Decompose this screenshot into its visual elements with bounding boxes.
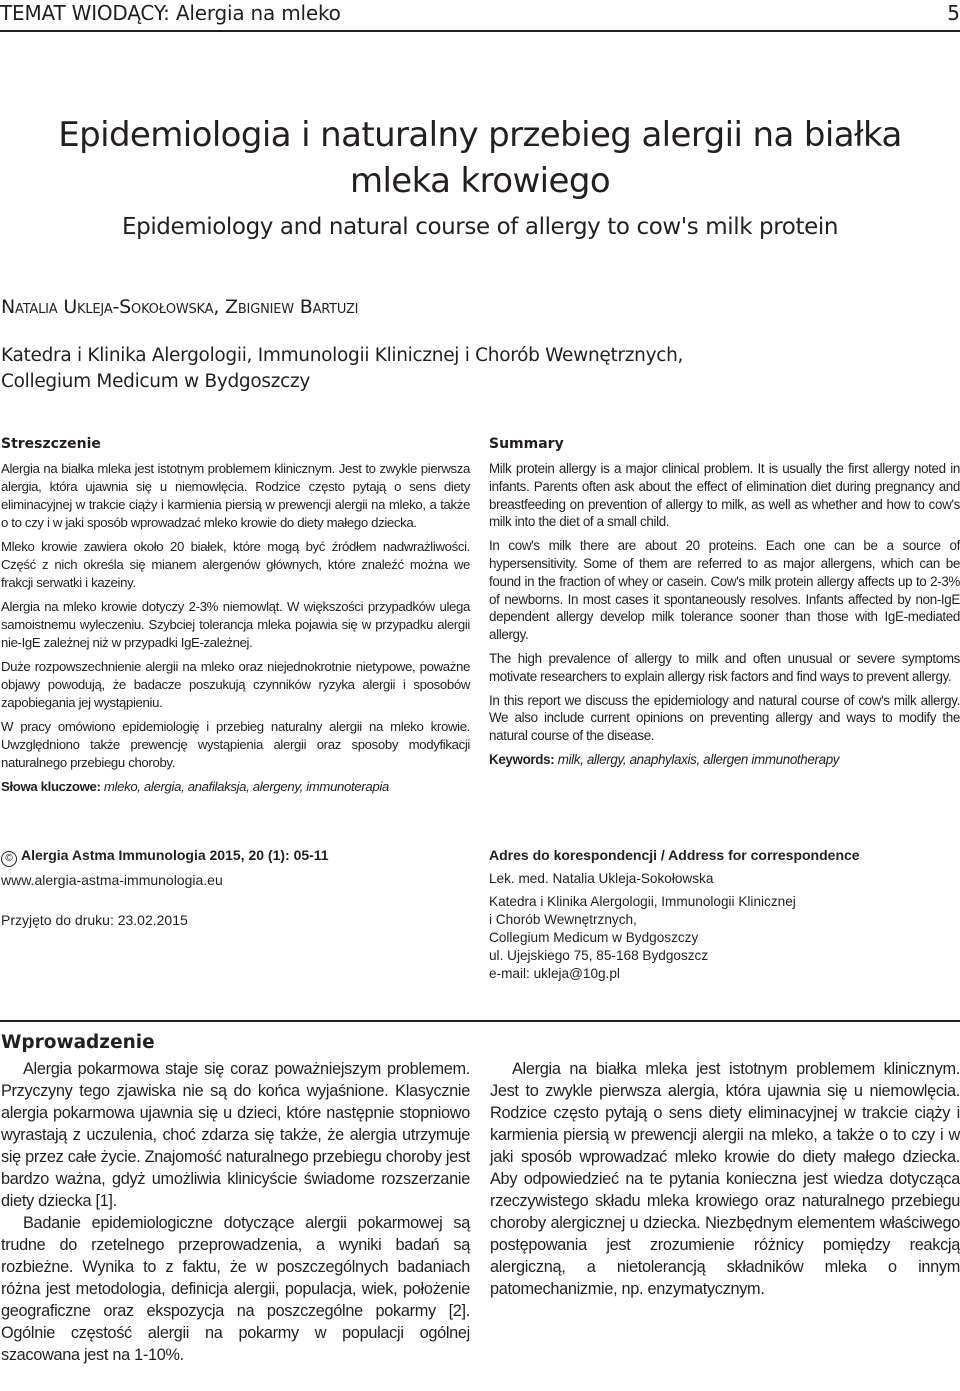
abstract-pl-paragraph: Alergia na mleko krowie dotyczy 2-3% niemowląt. W większości przypadków ulega samoistnemu wyleczeniu. Szybciej tolerancja mleka pojawia się w przypadku alergii nie-IgE zależnej niż w przypadki IgE-zależnej. [1,599,470,650]
article-title-line-1: Epidemiologia i naturalny przebieg alergii na białka [58,115,902,155]
article-subtitle: Epidemiology and natural course of allergy to cow's milk protein [121,214,838,240]
journal-url[interactable]: www.alergia-astma-immunologia.eu [1,872,223,888]
keywords-label: Keywords: [489,751,555,767]
correspondence [489,846,959,983]
intro-column-left [1,1058,470,1366]
affiliation-line-1: Katedra i Klinika Alergologii, Immunologii Klinicznej i Chorób Wewnętrznych, [1,345,684,366]
intro-column-right [490,1058,960,1300]
correspondence-name: Lek. med. Natalia Ukleja-Sokołowska [489,871,714,886]
section-divider [0,1020,960,1022]
abstract-pl-paragraph: W pracy omówiono epidemiologię i przebieg naturalny alergii na mleko krowie. Uwzględniono także prewencję wystąpienia alergii oraz sposoby modyfikacji naturalnego przebiegu choroby. [1,719,470,770]
page-number: 5 [947,1,960,25]
correspondence-line: Katedra i Klinika Alergologii, Immunologii Klinicznej [489,894,796,909]
abstract-pl-paragraph: Duże rozpowszechnienie alergii na mleko oraz niejednokrotnie nietypowe, poważne objawy powodują, że badacze poszukują czynników ryzyka alergii i sposobów zapobiegania jej wystąpieniu. [1,659,470,710]
keywords-label: Słowa kluczowe: [1,779,101,794]
running-header [0,0,960,32]
correspondence-line: ul. Ujejskiego 75, 85-168 Bydgoszcz [489,948,709,963]
journal-citation: Alergia Astma Immunologia 2015, 20 (1): 05-11 [21,847,329,863]
correspondence-line: i Chorób Wewnętrznych, [489,912,637,927]
affiliation-line-2: Collegium Medicum w Bydgoszczy [1,371,311,392]
abstract-en-paragraph: The high prevalence of allergy to milk and often unusual or severe symptoms motivate researchers to explain allergy risk factors and find ways to prevent allergy. [489,650,960,684]
intro-paragraph: Alergia pokarmowa staje się coraz poważniejszym problemem. Przyczyny tego zjawiska nie są do końca wyjaśnione. Klasycznie alergia pokarmowa ujawnia się u dzieci, które następnie stopniowo wyrastają z uczulenia, choć zdarza się także, że alergia utrzymuje się przez całe życie. Znajomość naturalnego przebiegu choroby jest bardzo ważna, gdyż umożliwia klinicyście świadome rozszerzanie diety dziecka [1]. [1,1060,470,1210]
abstract-pl-heading: Streszczenie [1,436,101,452]
abstract-pl-keywords [1,778,470,796]
journal-citation-line [1,847,329,863]
intro-paragraph: Badanie epidemiologiczne dotyczące alergii pokarmowej są trudne do rzetelnego przeprowadzenia, a wyniki badań są rozbieżne. Wynika to z faktu, że w poszczególnych badaniach różna jest metodologia, definicja alergii, populacja, wiek, położenie geograficzne oraz ekspozycja na poszczególne pokarmy [2]. Ogólnie częstość alergii na pokarmy w populacji ogólnej szacowana jest na 1-10%. [1,1214,470,1364]
abstract-pl [1,460,470,802]
correspondence-line: Collegium Medicum w Bydgoszczy [489,930,699,945]
journal-info [1,846,329,929]
correspondence-email[interactable]: e-mail: ukleja@10g.pl [489,966,620,981]
abstract-pl-paragraph: Mleko krowie zawiera około 20 białek, które mogą być źródłem nadwrażliwości. Część z nich określa się mianem alergenów głównych, które znaleźć można we frakcji serwatki i kazeiny. [1,539,470,590]
copyright-icon: © [1,851,17,867]
article-title [0,112,960,204]
keywords-value: mleko, alergia, anafilaksja, alergeny, immunoterapia [103,779,389,794]
correspondence-heading: Adres do korespondencji / Address for correspondence [489,847,860,863]
abstract-en-keywords [489,751,960,769]
intro-heading: Wprowadzenie [1,1032,155,1053]
authors: Natalia Ukleja-Sokołowska, Zbigniew Bartuzi [1,296,359,318]
abstract-en [489,460,960,775]
affiliation [1,343,683,395]
abstract-pl-paragraph: Alergia na białka mleka jest istotnym problemem klinicznym. Jest to zwykle pierwsza alergia, która ujawnia się u niemowlęcia. Rodzice często pytają o sens diety eliminacyjnej w trakcie ciąży i karmienia piersią w prewencji alergii na mleko, a także o to czy i w jaki sposób wprowadzać mleko krowie do diety małego dziecka. [1,461,470,530]
keywords-value: milk, allergy, anaphylaxis, allergen immunotherapy [557,751,840,767]
article-title-line-2: mleka krowiego [349,161,611,201]
intro-paragraph: Alergia na białka mleka jest istotnym problemem klinicznym. Jest to zwykle pierwsza alergia, która ujawnia się u niemowlęcia. Rodzice często pytają o sens diety eliminacyjnej w trakcie ciąży i karmienia piersią w prewencji alergii na mleko, a także o to czy i w jaki sposób wprowadzać mleko krowie do diety małego dziecka. Aby odpowiedzieć na te pytania konieczna jest wiedza dotycząca rzeczywistego składu mleka krowiego oraz naturalnego przebiegu choroby alergicznej u dziecka. Niezbędnym elementem właściwego postępowania jest zrozumienie różnicy pomiędzy reakcją alergiczną, a nietolerancją składników mleka o innym patomechanizmie, np. enzymatycznym. [490,1060,960,1298]
abstract-en-paragraph: In cow's milk there are about 20 proteins. Each one can be a source of hypersensitivity. Some of them are referred to as major allergens, which can be found in the fraction of whey or casein. Cow's milk protein allergy affects up to 2-3% of newborns. In most cases it spontaneously resolves. Infants affected by non-IgE dependent allergy develop milk tolerance sooner than those with IgE-mediated allergy. [489,538,960,643]
accepted-date: Przyjęto do druku: 23.02.2015 [1,912,188,928]
abstract-en-paragraph: Milk protein allergy is a major clinical problem. It is usually the first allergy noted in infants. Parents often ask about the effect of elimination diet during pregnancy and breastfeeding on prevention of allergy to milk, as well as whether and how to cow's milk into the diet of a small child. [489,461,960,530]
abstract-en-paragraph: In this report we discuss the epidemiology and natural course of cow's milk allergy. We also include current opinions on preventing allergy and ways to modify the natural course of the disease. [489,692,960,744]
section-title: TEMAT WIODĄCY: Alergia na mleko [0,1,341,25]
abstract-en-heading: Summary [489,436,564,452]
